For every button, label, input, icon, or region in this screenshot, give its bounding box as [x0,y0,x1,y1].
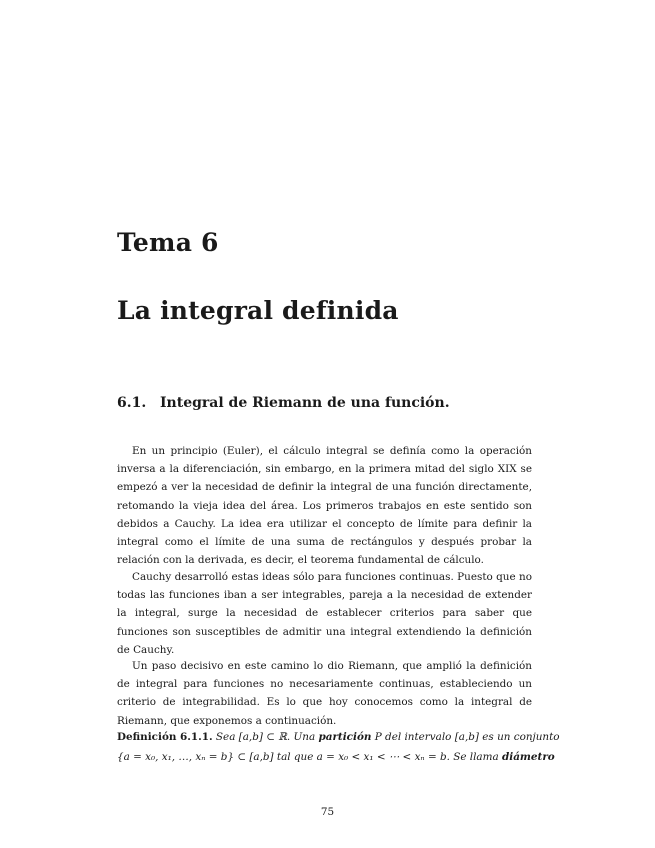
definition-text: {a = x₀, x₁, …, xₙ = b} ⊂ [a,b] tal que a = x₀ < x₁ < ⋯ < xₙ = b. Se llama [117,751,499,763]
chapter-label: Tema 6 [117,228,219,257]
definition-text: P del intervalo [a,b] es un conjunto [374,731,560,743]
page-number: 75 [320,806,335,818]
definition-block [117,727,560,767]
section-heading [117,395,450,411]
definition-line [117,747,555,767]
section-title: Integral de Riemann de una función. [160,395,450,411]
paragraph: Un paso decisivo en este camino lo dio Riemann, que amplió la definición de integral para funciones no necesariamente continuas, estableciendo un criterio de integrabilidad. Es lo que hoy conocemos como la integral de Riemann, que exponemos a continuación. [117,660,532,727]
paragraph: Cauchy desarrolló estas ideas sólo para funciones continuas. Puesto que no todas las funciones iban a ser integrables, pareja a la necesidad de extender la integral, surge la necesidad de establecer criterios para saber que funciones son susceptibles de admitir una integral extendiendo la definición de Cauchy. [117,571,532,656]
definition-text: Sea [a,b] ⊂ ℝ. Una [215,731,316,743]
section-number: 6.1. [117,395,147,411]
definition-term-diametro: diámetro [501,751,555,763]
definition-line [117,727,560,747]
chapter-title: La integral definida [117,296,399,325]
definition-label: Definición 6.1.1. [117,731,213,743]
definition-term-particion: partición [318,731,372,743]
paragraph: En un principio (Euler), el cálculo integral se definía como la operación inversa a la diferenciación, sin embargo, en la primera mitad del siglo XIX se empezó a ver la necesidad de definir la integral de una función directamente, retomando la vieja idea del área. Los primeros trabajos en este sentido son debidos a Cauchy. La idea era utilizar el concepto de límite para definir la integral como el límite de una suma de rectángulos y después probar la relación con la derivada, es decir, el teorema fundamental de cálculo. [117,445,532,567]
